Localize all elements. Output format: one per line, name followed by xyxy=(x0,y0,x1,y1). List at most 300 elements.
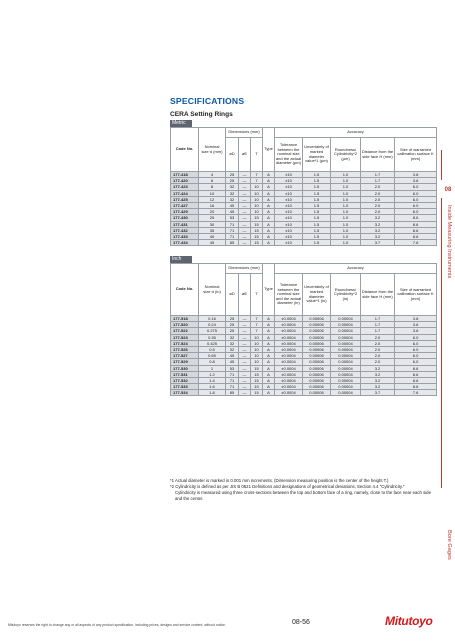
table-cell: A xyxy=(263,196,275,202)
table-cell: A xyxy=(263,365,275,371)
table-cell: 71 xyxy=(226,377,239,383)
table-cell: 0.00006 xyxy=(303,377,331,383)
table-cell: A xyxy=(263,390,275,396)
section-label: Bore Gages xyxy=(446,530,452,560)
table-cell: 0.24 xyxy=(199,322,226,328)
table-cell: 0.00006 xyxy=(303,353,331,359)
table-cell: 1.5 xyxy=(303,172,331,178)
table-cell: — xyxy=(239,215,251,221)
table-cell: 15 xyxy=(251,215,263,221)
table-cell: 6.0 xyxy=(395,334,437,340)
table-cell: 1.5 xyxy=(303,178,331,184)
table-cell: 177-423 xyxy=(171,184,199,190)
table-cell: 32 xyxy=(226,184,239,190)
table-cell: 7 xyxy=(251,328,263,334)
table-cell: 25 xyxy=(226,178,239,184)
table-cell: A xyxy=(263,233,275,239)
table-cell: 1.4 xyxy=(199,377,226,383)
table-cell: 6.0 xyxy=(395,184,437,190)
table-cell: A xyxy=(263,209,275,215)
table-cell: 3.7 xyxy=(361,390,395,396)
table-cell: 1.5 xyxy=(303,221,331,227)
table-cell: 2.0 xyxy=(361,340,395,346)
table-cell: 71 xyxy=(226,221,239,227)
table-cell: A xyxy=(263,359,275,365)
table-cell: 1.7 xyxy=(361,328,395,334)
table-cell: 15 xyxy=(251,240,263,246)
table-cell: 53 xyxy=(226,215,239,221)
table-cell: 6.0 xyxy=(395,359,437,365)
header-size: Size of warranted calibration surface K (mm) xyxy=(395,274,437,316)
table-cell: 32 xyxy=(226,190,239,196)
table-cell: 1.5 xyxy=(303,227,331,233)
table-cell: ±10 xyxy=(275,233,303,239)
header-dimensions: Dimensions (mm) xyxy=(226,264,263,274)
table-cell: 40 xyxy=(199,233,226,239)
header-accuracy: Accuracy xyxy=(275,128,437,138)
table-cell: 177-531 xyxy=(171,371,199,377)
table-cell: 8.6 xyxy=(395,377,437,383)
table-cell: 10 xyxy=(251,196,263,202)
table-cell: 0.00004 xyxy=(331,371,361,377)
table-cell: 177-427 xyxy=(171,202,199,208)
inch-section-label: Inch xyxy=(170,256,192,263)
table-cell: 6.0 xyxy=(395,209,437,215)
table-cell: 3.2 xyxy=(361,221,395,227)
table-cell: 1 xyxy=(199,365,226,371)
table-cell: 1.0 xyxy=(331,202,361,208)
table-cell: ±0.0004 xyxy=(275,334,303,340)
table-cell: A xyxy=(263,316,275,322)
table-cell: — xyxy=(239,346,251,352)
metric-spec-table xyxy=(170,127,437,246)
table-cell: 8.6 xyxy=(395,227,437,233)
table-cell: 10 xyxy=(251,353,263,359)
table-row xyxy=(171,390,437,396)
table-cell: 177-520 xyxy=(171,322,199,328)
table-cell: 16 xyxy=(199,202,226,208)
table-cell: 71 xyxy=(226,233,239,239)
table-cell: 3.6 xyxy=(395,316,437,322)
table-cell: 1.8 xyxy=(199,390,226,396)
page-number: 08-56 xyxy=(292,619,310,626)
table-cell: 10 xyxy=(251,346,263,352)
table-cell: 45 xyxy=(226,353,239,359)
table-cell: 3.2 xyxy=(361,233,395,239)
table-cell: 177-430 xyxy=(171,215,199,221)
table-cell: A xyxy=(263,353,275,359)
table-cell: 2.0 xyxy=(361,196,395,202)
header-ed: øE xyxy=(239,138,251,172)
table-cell: ±10 xyxy=(275,227,303,233)
table-cell: 177-418 xyxy=(171,172,199,178)
table-cell: 1.0 xyxy=(331,240,361,246)
table-cell: 1.0 xyxy=(331,221,361,227)
table-cell: 3.7 xyxy=(361,240,395,246)
table-cell: 1.0 xyxy=(331,227,361,233)
table-cell: 32 xyxy=(226,346,239,352)
header-nominal-size: Nominal size·d (mm) xyxy=(199,128,226,172)
table-cell: A xyxy=(263,334,275,340)
table-cell: 25 xyxy=(226,316,239,322)
chapter-number: 08 xyxy=(444,187,452,193)
table-cell: A xyxy=(263,371,275,377)
table-cell: 177-424 xyxy=(171,190,199,196)
table-cell: 177-433 xyxy=(171,233,199,239)
header-type: Type xyxy=(263,128,275,172)
table-cell: ±0.0004 xyxy=(275,390,303,396)
table-cell: — xyxy=(239,365,251,371)
page-title: SPECIFICATIONS xyxy=(170,96,245,106)
header-tolerance: Tolerance between the nominal size and the actual diameter (in) xyxy=(275,274,303,316)
footnotes xyxy=(170,478,438,502)
table-cell: — xyxy=(239,322,251,328)
table-cell: 6.0 xyxy=(395,202,437,208)
table-cell: — xyxy=(239,353,251,359)
table-cell: 32 xyxy=(226,334,239,340)
table-cell: 0.00004 xyxy=(331,346,361,352)
table-cell: 3.2 xyxy=(361,365,395,371)
table-cell: ±0.0004 xyxy=(275,346,303,352)
table-cell: A xyxy=(263,190,275,196)
table-cell: ±0.0004 xyxy=(275,359,303,365)
table-cell: 177-532 xyxy=(171,377,199,383)
table-cell: 177-429 xyxy=(171,209,199,215)
table-cell: 2.0 xyxy=(361,190,395,196)
footnote-2: *2 Cylindricity is defined as per JIS B 0621 Definitions and designations of geometrical deviations, Section 4.4 "Cylindricity." xyxy=(170,484,405,489)
table-cell: 10 xyxy=(251,334,263,340)
table-cell: 1.6 xyxy=(199,384,226,390)
table-cell: 3.6 xyxy=(395,322,437,328)
table-cell: 0.00004 xyxy=(331,334,361,340)
table-cell: 6.0 xyxy=(395,353,437,359)
table-cell: 1.5 xyxy=(303,215,331,221)
table-cell: 15 xyxy=(251,233,263,239)
header-distance: Distance from the side face H (mm) xyxy=(361,274,395,316)
table-cell: 0.00004 xyxy=(331,353,361,359)
table-cell: 1.5 xyxy=(303,202,331,208)
table-cell: 15 xyxy=(251,377,263,383)
table-cell: ±10 xyxy=(275,178,303,184)
table-cell: 85 xyxy=(226,240,239,246)
table-cell: 45 xyxy=(199,240,226,246)
table-cell: ±10 xyxy=(275,221,303,227)
table-cell: 7 xyxy=(251,178,263,184)
table-cell: — xyxy=(239,390,251,396)
table-cell: 0.65 xyxy=(199,353,226,359)
table-cell: 1.0 xyxy=(331,190,361,196)
table-cell: 1.5 xyxy=(303,209,331,215)
table-cell: 0.8 xyxy=(199,359,226,365)
header-uncertainty: Uncertainty of marked diameter value*1 (µm) xyxy=(303,138,331,172)
header-od: øD xyxy=(226,274,239,316)
table-cell: 6 xyxy=(199,178,226,184)
table-cell: 0.00006 xyxy=(303,384,331,390)
table-cell: 4 xyxy=(199,172,226,178)
table-cell: 0.00004 xyxy=(331,328,361,334)
table-cell: 3.2 xyxy=(361,227,395,233)
table-cell: 12 xyxy=(199,196,226,202)
table-cell: 10 xyxy=(251,340,263,346)
table-cell: 8.6 xyxy=(395,215,437,221)
table-cell: 7.6 xyxy=(395,390,437,396)
table-cell: 8.6 xyxy=(395,365,437,371)
table-cell: 10 xyxy=(251,359,263,365)
table-cell: 0.00004 xyxy=(331,390,361,396)
header-t: T xyxy=(251,138,263,172)
table-cell: 0.00004 xyxy=(331,340,361,346)
table-cell: 8.6 xyxy=(395,384,437,390)
table-cell: 8.6 xyxy=(395,221,437,227)
table-cell: 0.00006 xyxy=(303,390,331,396)
table-cell: 8.6 xyxy=(395,371,437,377)
table-cell: 3.2 xyxy=(361,215,395,221)
table-cell: 0.00004 xyxy=(331,365,361,371)
table-cell: 6.0 xyxy=(395,190,437,196)
table-cell: — xyxy=(239,202,251,208)
table-cell: 177-434 xyxy=(171,240,199,246)
table-cell: 15 xyxy=(251,221,263,227)
table-cell: 1.7 xyxy=(361,172,395,178)
table-cell: 10 xyxy=(251,190,263,196)
table-cell: 32 xyxy=(226,340,239,346)
table-cell: 15 xyxy=(251,227,263,233)
header-t: T xyxy=(251,274,263,316)
table-cell: — xyxy=(239,221,251,227)
table-cell: 7 xyxy=(251,316,263,322)
table-cell: — xyxy=(239,227,251,233)
table-cell: A xyxy=(263,377,275,383)
header-ed: øE xyxy=(239,274,251,316)
header-size: Size of warranted calibration surface K (mm) xyxy=(395,138,437,172)
table-cell: ±10 xyxy=(275,215,303,221)
table-cell: ±0.0004 xyxy=(275,340,303,346)
table-cell: — xyxy=(239,178,251,184)
table-cell: ±10 xyxy=(275,190,303,196)
table-cell: 177-432 xyxy=(171,227,199,233)
table-cell: 85 xyxy=(226,390,239,396)
table-cell: — xyxy=(239,184,251,190)
table-cell: 25 xyxy=(199,215,226,221)
table-cell: — xyxy=(239,328,251,334)
table-cell: 8 xyxy=(199,184,226,190)
table-cell: A xyxy=(263,184,275,190)
table-cell: — xyxy=(239,172,251,178)
table-cell: — xyxy=(239,196,251,202)
table-cell: 1.2 xyxy=(199,371,226,377)
table-cell: ±0.0004 xyxy=(275,322,303,328)
table-cell: 177-529 xyxy=(171,359,199,365)
table-cell: 15 xyxy=(251,390,263,396)
table-cell: 1.0 xyxy=(331,233,361,239)
table-cell: ±0.0004 xyxy=(275,353,303,359)
table-cell: 1.0 xyxy=(331,172,361,178)
table-cell: 177-431 xyxy=(171,221,199,227)
table-cell: 177-522 xyxy=(171,328,199,334)
product-subtitle: CERA Setting Rings xyxy=(170,111,233,118)
header-nominal-size: Nominal size·d (in) xyxy=(199,264,226,316)
table-cell: 8.6 xyxy=(395,233,437,239)
table-cell: ±0.0004 xyxy=(275,371,303,377)
table-cell: 0.00006 xyxy=(303,371,331,377)
table-cell: 177-526 xyxy=(171,346,199,352)
table-cell: 0.00004 xyxy=(331,322,361,328)
table-cell: A xyxy=(263,322,275,328)
table-cell: — xyxy=(239,240,251,246)
table-cell: 1.5 xyxy=(303,196,331,202)
table-cell: 3.6 xyxy=(395,328,437,334)
table-cell: A xyxy=(263,215,275,221)
table-cell: ±0.0004 xyxy=(275,377,303,383)
table-cell: 177-425 xyxy=(171,196,199,202)
table-cell: A xyxy=(263,328,275,334)
chapter-label: Inside Measuring Instruments xyxy=(446,205,452,279)
table-cell: 25 xyxy=(226,172,239,178)
table-cell: 177-530 xyxy=(171,365,199,371)
table-cell: 1.0 xyxy=(331,184,361,190)
table-cell: ±10 xyxy=(275,172,303,178)
table-cell: 10 xyxy=(251,209,263,215)
sidebar-rule-middle xyxy=(441,198,442,488)
table-cell: 0.35 xyxy=(199,334,226,340)
table-cell: 0.00006 xyxy=(303,340,331,346)
table-cell: ±10 xyxy=(275,184,303,190)
table-cell: 30 xyxy=(199,221,226,227)
table-cell: 0.00004 xyxy=(331,377,361,383)
table-cell: A xyxy=(263,384,275,390)
table-cell: 3.6 xyxy=(395,178,437,184)
table-cell: 6.0 xyxy=(395,196,437,202)
table-cell: 35 xyxy=(199,227,226,233)
table-cell: A xyxy=(263,172,275,178)
table-cell: — xyxy=(239,384,251,390)
table-cell: A xyxy=(263,178,275,184)
table-cell: A xyxy=(263,221,275,227)
table-cell: ±0.0004 xyxy=(275,365,303,371)
footnote-1: *1 Actual diameter is marked in 0.001 mm increments. (Dimension measuring position is the center of the height T.) xyxy=(170,478,389,483)
table-cell: 1.5 xyxy=(303,184,331,190)
table-cell: 15 xyxy=(251,371,263,377)
table-cell: 45 xyxy=(226,202,239,208)
footer-disclaimer: Mitutoyo reserves the right to change any or all aspects of any product specification, including prices, designs and service content, without notice. xyxy=(8,623,226,627)
table-cell: 177-527 xyxy=(171,353,199,359)
table-cell: — xyxy=(239,359,251,365)
metric-section-label: Metric xyxy=(170,120,192,127)
table-cell: — xyxy=(239,371,251,377)
table-cell: 1.0 xyxy=(331,178,361,184)
table-cell: 0.00004 xyxy=(331,316,361,322)
table-cell: 2.0 xyxy=(361,346,395,352)
table-cell: 0.275 xyxy=(199,328,226,334)
table-cell: 2.0 xyxy=(361,202,395,208)
table-cell: 15 xyxy=(251,365,263,371)
table-cell: 71 xyxy=(226,227,239,233)
table-cell: 2.0 xyxy=(361,353,395,359)
table-cell: 1.0 xyxy=(331,196,361,202)
table-cell: 71 xyxy=(226,384,239,390)
table-cell: 0.00004 xyxy=(331,359,361,365)
table-cell: 25 xyxy=(226,328,239,334)
table-cell: 1.5 xyxy=(303,233,331,239)
table-cell: ±10 xyxy=(275,209,303,215)
table-cell: 0.16 xyxy=(199,316,226,322)
table-cell: 20 xyxy=(199,209,226,215)
table-cell: 10 xyxy=(199,190,226,196)
table-cell: 0.00006 xyxy=(303,346,331,352)
table-cell: 1.0 xyxy=(331,209,361,215)
header-code-no: Code No. xyxy=(171,128,199,172)
table-cell: ±10 xyxy=(275,202,303,208)
table-cell: 53 xyxy=(226,365,239,371)
header-dimensions: Dimensions (mm) xyxy=(226,128,263,138)
table-cell: ±10 xyxy=(275,240,303,246)
table-cell: 0.00006 xyxy=(303,365,331,371)
table-cell: 177-518 xyxy=(171,316,199,322)
mitutoyo-logo: Mitutoyo xyxy=(385,614,433,628)
table-cell: 0.425 xyxy=(199,340,226,346)
header-od: øD xyxy=(226,138,239,172)
header-roundness: Roundness/ Cylindricity*2 (in) xyxy=(331,274,361,316)
table-cell: A xyxy=(263,227,275,233)
table-cell: 45 xyxy=(226,209,239,215)
table-cell: — xyxy=(239,233,251,239)
table-cell: 7 xyxy=(251,322,263,328)
table-cell: — xyxy=(239,340,251,346)
table-cell: 3.2 xyxy=(361,371,395,377)
table-cell: 0.00006 xyxy=(303,322,331,328)
header-distance: Distance from the side face H (mm) xyxy=(361,138,395,172)
header-roundness: Roundness/ Cylindricity*2 (µm) xyxy=(331,138,361,172)
table-cell: 45 xyxy=(226,359,239,365)
table-cell: 3.2 xyxy=(361,377,395,383)
table-cell: 177-523 xyxy=(171,334,199,340)
table-cell: ±0.0004 xyxy=(275,384,303,390)
header-accuracy: Accuracy xyxy=(275,264,437,274)
table-cell: 177-533 xyxy=(171,384,199,390)
table-cell: 3.6 xyxy=(395,172,437,178)
table-cell: 1.5 xyxy=(303,190,331,196)
table-cell: — xyxy=(239,377,251,383)
sidebar-rule-top xyxy=(441,150,442,180)
inch-spec-table xyxy=(170,263,437,396)
table-cell: 2.0 xyxy=(361,209,395,215)
table-cell: ±0.0004 xyxy=(275,316,303,322)
table-cell: 0.00006 xyxy=(303,316,331,322)
table-cell: 0.00006 xyxy=(303,328,331,334)
table-cell: 3.2 xyxy=(361,384,395,390)
table-cell: ±10 xyxy=(275,196,303,202)
table-cell: 0.5 xyxy=(199,346,226,352)
table-cell: A xyxy=(263,346,275,352)
table-cell: — xyxy=(239,209,251,215)
header-type: Type xyxy=(263,264,275,316)
table-cell: 177-534 xyxy=(171,390,199,396)
table-cell: — xyxy=(239,190,251,196)
table-cell: 0.00006 xyxy=(303,334,331,340)
table-cell: 1.5 xyxy=(303,240,331,246)
table-cell: 1.7 xyxy=(361,316,395,322)
table-cell: 6.0 xyxy=(395,346,437,352)
table-cell: 1.7 xyxy=(361,322,395,328)
table-cell: 177-524 xyxy=(171,340,199,346)
table-cell: 2.0 xyxy=(361,184,395,190)
header-uncertainty: Uncertainty of marked diameter value*1 (in) xyxy=(303,274,331,316)
table-cell: ±0.0004 xyxy=(275,328,303,334)
table-cell: 2.0 xyxy=(361,334,395,340)
table-cell: 10 xyxy=(251,202,263,208)
table-cell: 1.7 xyxy=(361,178,395,184)
table-cell: A xyxy=(263,340,275,346)
